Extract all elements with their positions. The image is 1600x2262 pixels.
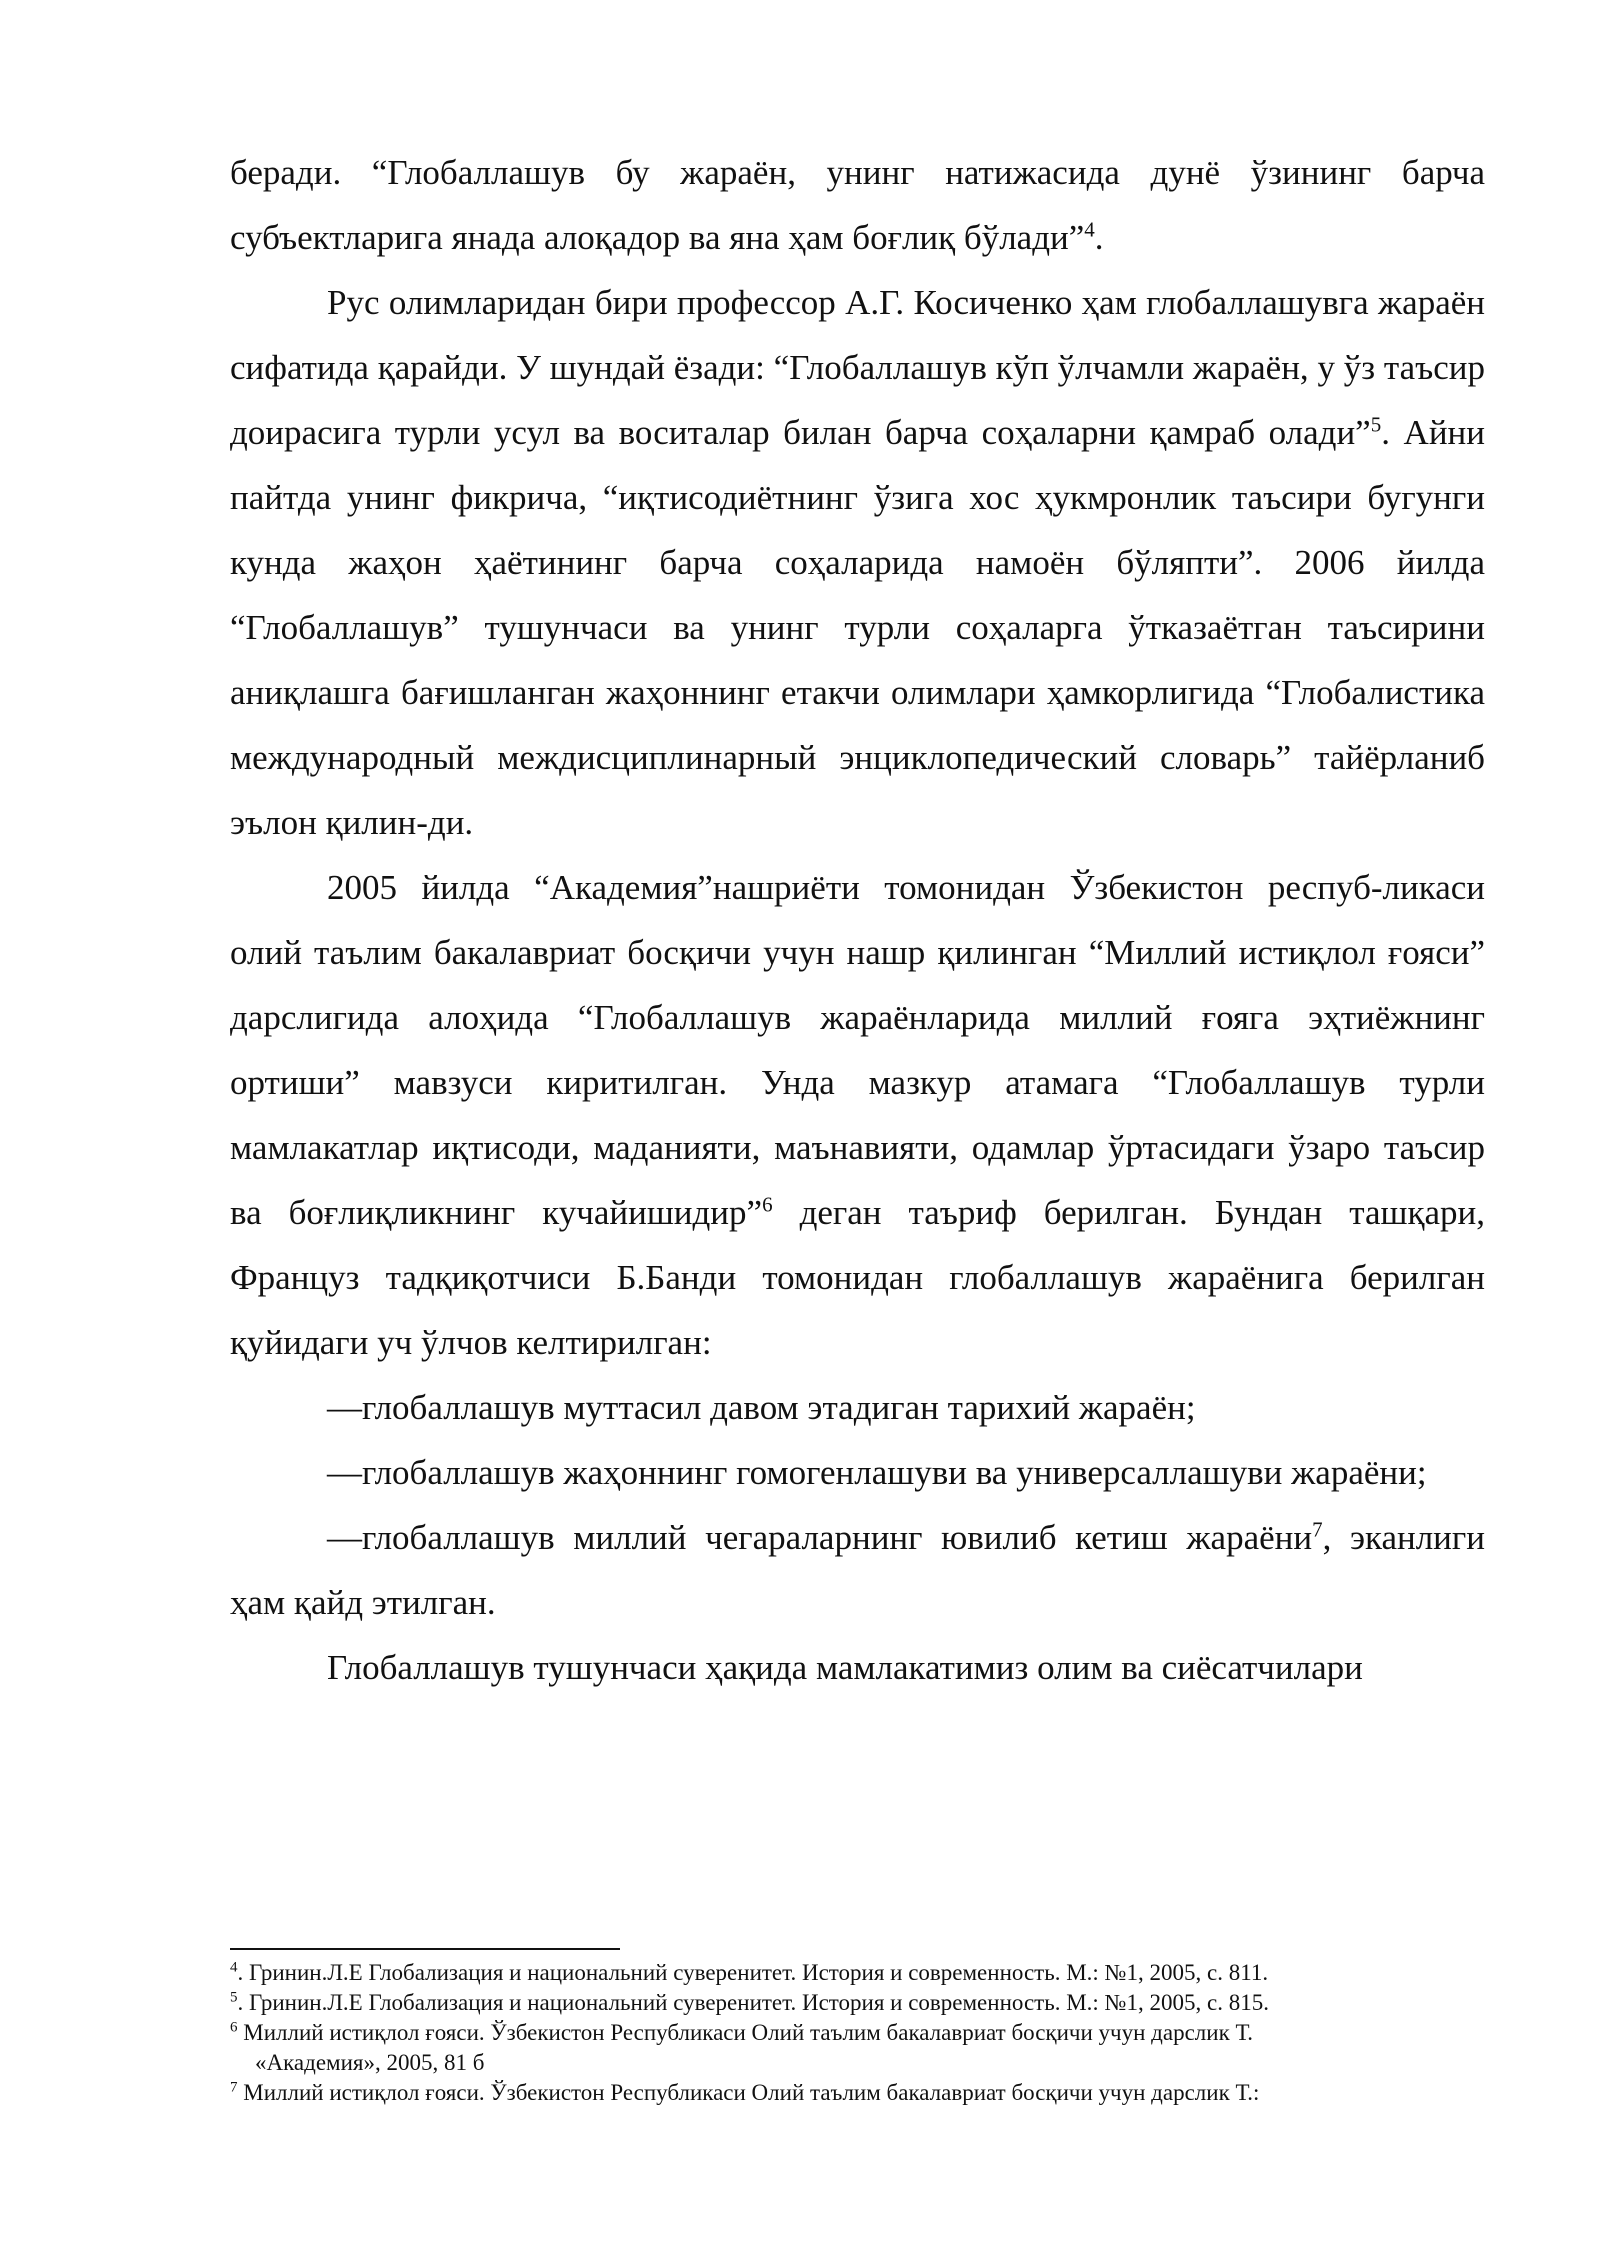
footnote-5 xyxy=(230,1988,1480,2018)
footnote-ref-7[interactable]: 7 xyxy=(1312,1517,1323,1542)
footnote-ref-5[interactable]: 5 xyxy=(1370,412,1382,437)
footnote-separator xyxy=(230,1948,620,1950)
list-item-text-a: —глобаллашув миллий чегараларнинг ювилиб кетиш жараёни xyxy=(327,1518,1313,1557)
footnote-text: . Гринин.Л.Е Глобализация и национальний суверенитет. История и современность. М.: №1, 2005, с. 815. xyxy=(237,1990,1269,2015)
list-item-text-b: , эканлиги ҳам қайд этилган. xyxy=(230,1518,1485,1622)
footnote-6 xyxy=(230,2018,1480,2048)
list-item: —глобаллашув муттасил давом этадиган тарихий жараён; xyxy=(327,1388,1196,1427)
paragraph-3-text-a: 2005 йилда “Академия”нашриёти томонидан Ўзбекистон респуб-ликаси олий таълим бакалавриат босқичи учун нашр қилинган “Миллий истиқлол ғояси” дарслигида алоҳида “Глобаллашув жараёнларида миллий ғояга эҳтиёжнинг ортиши” мавзуси киритилган. Унда мазкур атамага “Глобаллашув турли мамлакатлар иқтисоди, маданияти, маънавияти, одамлар ўртасидаги ўзаро таъсир ва боғлиқликнинг кучайишидир” xyxy=(230,868,1485,1232)
paragraph-1-tail: . xyxy=(1094,218,1104,257)
paragraph-3-text-b: деган таъриф берилган. Бундан ташқари, Француз тадқиқотчиси Б.Банди томонидан глобаллашув жараёнига берилган қуйидаги уч ўлчов келтирилган: xyxy=(230,1193,1485,1362)
footnote-text: Миллий истиқлол ғояси. Ўзбекистон Республикаси Олий таълим бакалавриат босқичи учун дарслик Т.: xyxy=(237,2080,1260,2105)
footnote-ref-6[interactable]: 6 xyxy=(762,1192,773,1217)
paragraph-4: Глобаллашув тушунчаси ҳақида мамлакатимиз олим ва сиёсатчилари xyxy=(327,1648,1363,1687)
paragraph-1-text: беради. “Глобаллашув бу жараён, унинг натижасида дунё ўзининг барча субъектларига янада алоқадор ва яна ҳам боғлиқ бўлади” xyxy=(230,153,1485,257)
footnotes xyxy=(230,1958,1480,2108)
list-item xyxy=(230,1505,1485,1635)
list-item: —глобаллашув жаҳоннинг гомогенлашуви ва универсаллашуви жараёни; xyxy=(327,1453,1427,1492)
footnote-mark: 4 xyxy=(230,1959,238,1976)
paragraph-2-text-a: Рус олимларидан бири профессор А.Г. Косиченко ҳам глобаллашувга жараён сифатида қарайди. У шундай ёзади: “Глобаллашув кўп ўлчамли жараён, у ўз таъсир доирасига турли усул ва воситалар билан барча соҳаларни қамраб олади” xyxy=(230,283,1485,452)
footnote-ref-4[interactable]: 4 xyxy=(1084,217,1095,242)
paragraph-1 xyxy=(230,140,1485,270)
paragraph-2 xyxy=(230,270,1485,855)
footnote-mark: 5 xyxy=(230,1989,238,2006)
document-page xyxy=(230,140,1485,1700)
footnote-mark: 7 xyxy=(230,2079,238,2096)
footnote-7 xyxy=(230,2078,1480,2108)
footnote-text: . Гринин.Л.Е Глобализация и национальний суверенитет. История и современность. М.: №1, 2005, с. 811. xyxy=(237,1960,1269,1985)
footnote-text: Миллий истиқлол ғояси. Ўзбекистон Республикаси Олий таълим бакалавриат босқичи учун дарслик Т. xyxy=(237,2020,1253,2045)
paragraph-2-text-b: . Айни пайтда унинг фикрича, “иқтисодиётнинг ўзига хос ҳукмронлик таъсири бугунги кунда жаҳон ҳаётининг барча соҳаларида намоён бўляпти”. 2006 йилда “Глобаллашув” тушунчаси ва унинг турли соҳаларга ўтказаётган таъсирини аниқлашга бағишланган жаҳоннинг етакчи олимлари ҳамкорлигида “Глобалистика международный междисциплинарный энциклопедический словарь” тайёрланиб эълон қилин-ди. xyxy=(230,413,1486,842)
paragraph-3 xyxy=(230,855,1485,1375)
footnote-mark: 6 xyxy=(230,2019,238,2036)
footnote-6-continuation: «Академия», 2005, 81 б xyxy=(255,2050,485,2075)
footnote-4 xyxy=(230,1958,1480,1988)
